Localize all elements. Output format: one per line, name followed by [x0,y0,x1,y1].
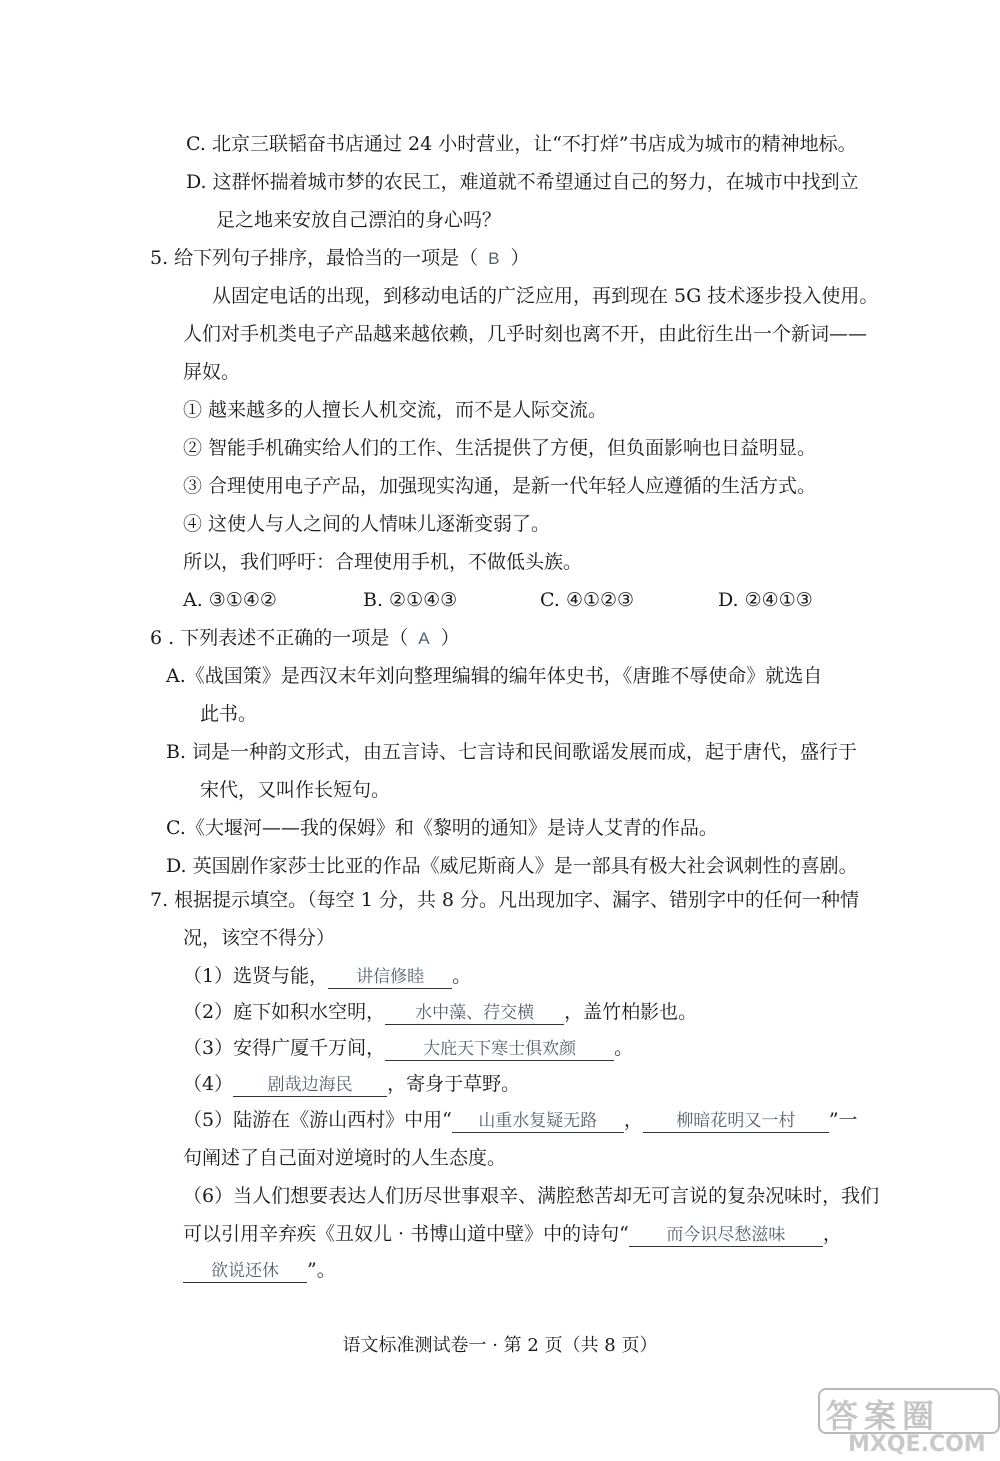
q7-item-2-suffix: ，盖竹柏影也。 [564,1001,698,1023]
q7-item-3-blank: 大庇天下寒士俱欢颜 [385,1038,614,1061]
q5-sentence-1: ① 越来越多的人擅长人机交流，而不是人际交流。 [183,399,608,421]
watermark-logo-text: 答案圈 [826,1397,941,1435]
q7-stem-line2: 况，该空不得分） [183,927,336,949]
q5-sentence-4: ④ 这使人与人之间的人情味儿逐渐变弱了。 [183,513,551,535]
q5-option-a: A. ③①④② [183,589,277,611]
q6-answer: A [418,629,431,648]
q7-item-6-suffix: ”。 [307,1259,336,1281]
q7-item-1 [183,962,471,990]
q7-item-1-prefix: （1）选贤与能， [183,965,329,987]
q5-stem-close: ） [510,247,530,269]
q7-item-6-blank-2: 欲说还休 [183,1260,307,1283]
q7-item-4 [183,1070,520,1098]
q7-item-2-prefix: （2）庭下如积水空明， [183,1001,386,1023]
q6-stem [150,624,460,653]
q5-passage-line1: 从固定电话的出现，到移动电话的广泛应用，再到现在 5G 技术逐步投入使用。 [212,285,879,307]
q5-passage-line3: 屏奴。 [183,361,241,383]
q7-item-1-suffix: 。 [452,965,472,987]
q6-option-b-line2: 宋代，又叫作长短句。 [200,779,391,801]
q4-option-d-line2: 足之地来安放自己漂泊的身心吗？ [216,209,502,231]
q6-option-b-line1: B. 词是一种韵文形式，由五言诗、七言诗和民间歌谣发展而成，起于唐代，盛行于 [166,741,858,763]
q7-item-5-suffix: ”一 [828,1109,858,1131]
q6-stem-text: 6 . 下列表述不正确的一项是（ [150,627,409,649]
q7-item-4-suffix: ，寄身于草野。 [387,1073,521,1095]
q5-stem-text: 5. 给下列句子排序，最恰当的一项是（ [150,247,479,269]
q7-item-3-prefix: （3）安得广厦千万间， [183,1037,386,1059]
q5-option-c: C. ④①②③ [540,589,635,611]
q7-item-3-suffix: 。 [614,1037,634,1059]
q5-sentence-2: ② 智能手机确实给人们的工作、生活提供了方便，但负面影响也日益明显。 [183,437,817,459]
q5-stem [150,244,530,273]
q7-item-6-line1: （6）当人们想要表达人们历尽世事艰辛、满腔愁苦却无可言说的复杂况味时，我们 [183,1185,880,1207]
q7-item-6-prefix: 可以引用辛弃疾《丑奴儿 · 书博山道中壁》中的诗句“ [183,1223,629,1245]
q6-option-a-line1: A.《战国策》是西汉末年刘向整理编辑的编年体史书，《唐雎不辱使命》就选自 [166,665,823,687]
watermark-logo [818,1388,998,1458]
q5-sentence-3: ③ 合理使用电子产品，加强现实沟通，是新一代年轻人应遵循的生活方式。 [183,475,817,497]
q6-option-a-line2: 此书。 [200,703,258,725]
q7-item-4-blank: 剧哉边海民 [233,1074,387,1097]
q7-item-6-line3 [183,1256,336,1284]
q7-item-6-line2 [183,1220,842,1248]
q7-item-2 [183,998,697,1026]
q7-item-3 [183,1034,633,1062]
q5-conclusion: 所以，我们呼吁：合理使用手机，不做低头族。 [183,551,583,573]
q6-option-c: C.《大堰河——我的保姆》和《黎明的通知》是诗人艾青的作品。 [166,817,718,839]
q7-item-5-prefix: （5）陆游在《游山西村》中用“ [183,1109,452,1131]
q4-option-d-line1: D. 这群怀揣着城市梦的农民工，难道就不希望通过自己的努力，在城市中找到立 [186,171,859,193]
q7-item-6-blank-1: 而今识尽愁滋味 [629,1224,823,1247]
q7-item-2-blank: 水中藻、荇交横 [385,1002,564,1025]
watermark-url: MXQE.COM [848,1432,986,1457]
page-footer: 语文标准测试卷一 · 第 2 页（共 8 页） [342,1335,658,1356]
q7-item-5-separator: ， [623,1109,643,1131]
q6-stem-close: ） [440,627,460,649]
q7-item-5-line2: 句阐述了自己面对逆境时的人生态度。 [183,1147,507,1169]
q7-item-5 [183,1106,858,1134]
q5-passage-line2: 人们对手机类电子产品越来越依赖，几乎时刻也离不开，由此衍生出一个新词—— [183,323,868,345]
q7-item-6-separator: ， [822,1223,842,1245]
q7-item-4-prefix: （4） [183,1073,234,1095]
q4-option-c: C. 北京三联韬奋书店通过 24 小时营业，让“不打烊”书店成为城市的精神地标。 [186,133,857,155]
q5-answer: B [488,249,501,268]
q6-option-d: D. 英国剧作家莎士比亚的作品《威尼斯商人》是一部具有极大社会讽刺性的喜剧。 [166,855,858,877]
q7-item-5-blank-1: 山重水复疑无路 [452,1110,624,1133]
q7-item-5-blank-2: 柳暗花明又一村 [643,1110,829,1133]
q7-item-1-blank: 讲信修睦 [328,966,452,989]
q5-option-d: D. ②④①③ [718,589,813,611]
q7-stem-line1: 7. 根据提示填空。（每空 1 分，共 8 分。凡出现加字、漏字、错别字中的任何一种情 [150,889,860,911]
q5-option-b: B. ②①④③ [363,589,458,611]
